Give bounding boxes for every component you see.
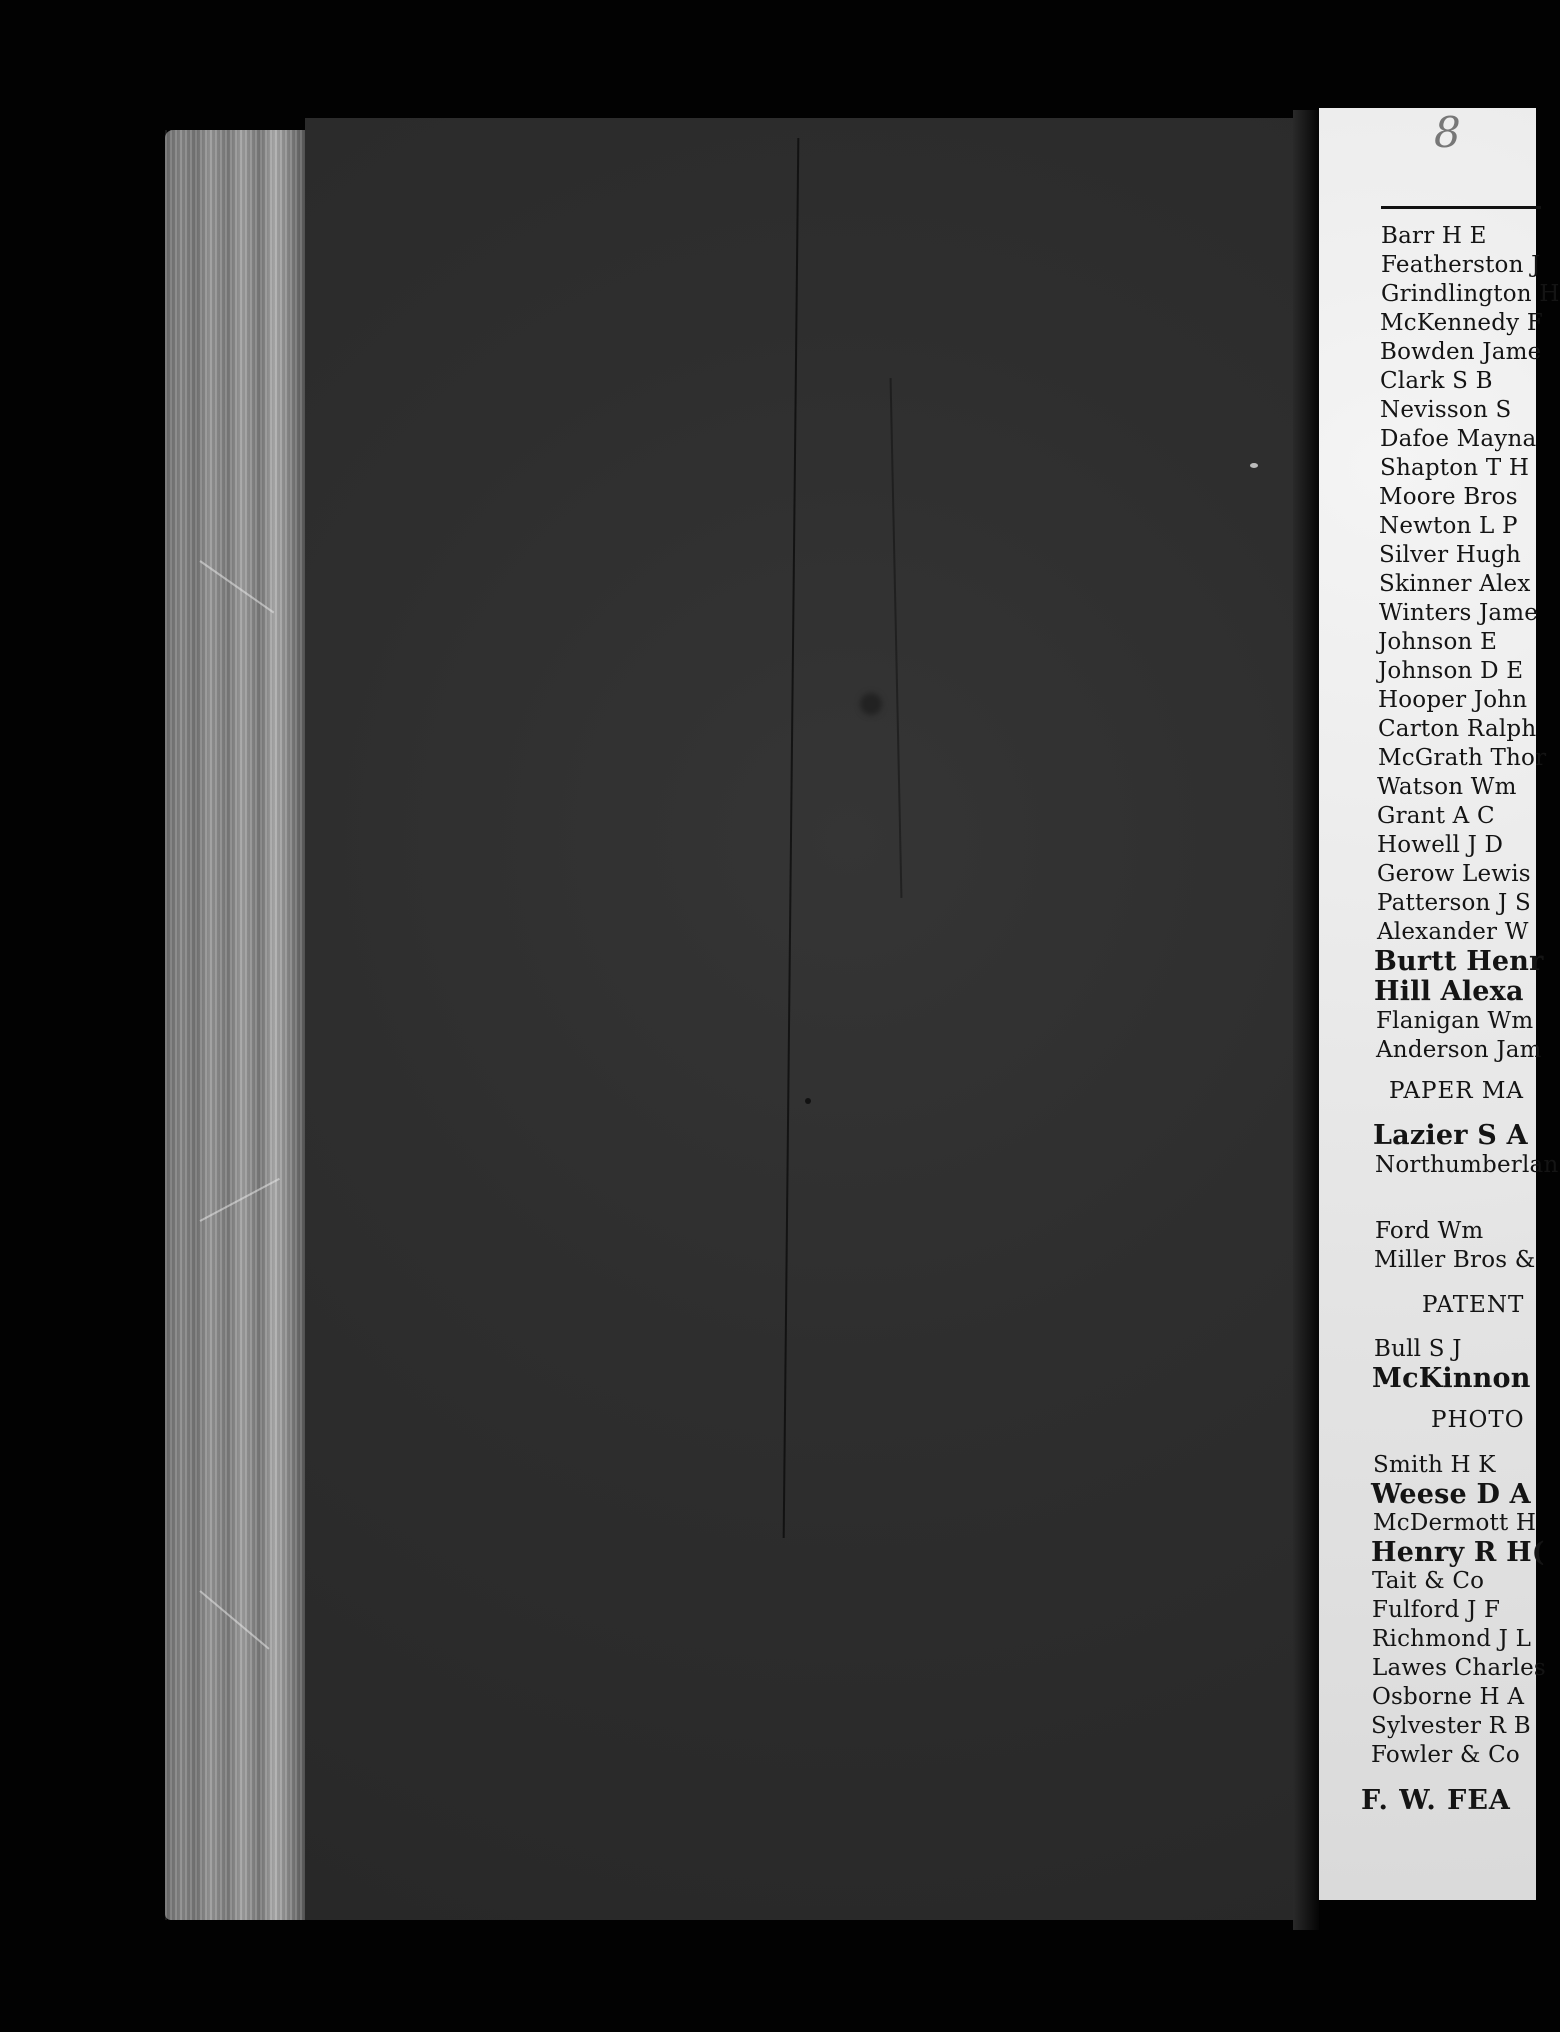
gutter-shadow xyxy=(1293,110,1319,1930)
blank-left-page xyxy=(305,118,1293,1920)
directory-entry: Osborne H A xyxy=(1372,1684,1525,1710)
directory-entry: Ford Wm xyxy=(1375,1218,1484,1244)
directory-entry: Smith H K xyxy=(1373,1452,1496,1478)
directory-entry: Weese D A xyxy=(1371,1479,1531,1510)
directory-entry: Fulford J F xyxy=(1372,1597,1501,1623)
directory-entry: Sylvester R B xyxy=(1371,1713,1531,1739)
footer-advert: F. W. FEA xyxy=(1361,1785,1511,1816)
directory-entry: McGrath Thor xyxy=(1378,745,1547,771)
directory-entry: Grant A C xyxy=(1377,803,1495,829)
directory-entry: Flanigan Wm xyxy=(1376,1008,1534,1034)
crease-line xyxy=(890,378,903,898)
directory-entry: Newton L P xyxy=(1379,513,1518,539)
directory-entry: Grindlington H xyxy=(1381,281,1560,307)
directory-entry: Gerow Lewis xyxy=(1377,861,1531,887)
directory-entry: Tait & Co xyxy=(1372,1568,1485,1594)
directory-entry: Richmond J L xyxy=(1372,1626,1532,1652)
section-heading: PAPER MA xyxy=(1389,1078,1525,1104)
section-heading: PATENT xyxy=(1422,1292,1525,1318)
directory-entry: Bowden Jame xyxy=(1380,339,1542,365)
directory-entry: Skinner Alex xyxy=(1379,571,1531,597)
directory-entry: Barr H E xyxy=(1381,223,1487,249)
directory-entry: Northumberlan xyxy=(1375,1152,1559,1178)
directory-entry: McDermott H xyxy=(1373,1510,1537,1536)
directory-entry: Anderson Jam xyxy=(1376,1037,1542,1063)
directory-entry: Carton Ralph xyxy=(1378,716,1537,742)
directory-entry: Miller Bros & xyxy=(1374,1247,1536,1273)
directory-entry: Shapton T H xyxy=(1380,455,1530,481)
directory-entry: Moore Bros xyxy=(1379,484,1518,510)
page-mark: 8 xyxy=(1434,108,1461,157)
directory-entry: Featherston J xyxy=(1381,252,1541,278)
directory-entry: Hill Alexa xyxy=(1374,976,1524,1007)
directory-entry: Alexander W xyxy=(1377,919,1529,945)
directory-entry: Bull S J xyxy=(1374,1336,1462,1362)
ink-speck xyxy=(1250,463,1258,468)
section-heading: PHOTO xyxy=(1431,1407,1525,1433)
directory-entry: Burtt Henr xyxy=(1374,946,1544,977)
directory-entry: Nevisson S xyxy=(1380,397,1512,423)
page-edge-stack xyxy=(165,130,305,1920)
directory-entry: Clark S B xyxy=(1380,368,1493,394)
directory-entry: Johnson E xyxy=(1378,629,1498,655)
directory-entry: Silver Hugh xyxy=(1379,542,1521,568)
ink-speck xyxy=(805,1098,811,1104)
directory-entry: Lawes Charles xyxy=(1372,1655,1546,1681)
directory-entry: Henry R H( xyxy=(1371,1537,1545,1568)
directory-entry: Hooper John xyxy=(1378,687,1528,713)
directory-entry: Lazier S A xyxy=(1373,1120,1528,1151)
directory-entry: Howell J D xyxy=(1377,832,1504,858)
directory-page xyxy=(1319,108,1560,1900)
directory-entry: McKinnon xyxy=(1372,1363,1531,1394)
directory-entry: Johnson D E xyxy=(1378,658,1524,684)
crease-line xyxy=(783,138,800,1538)
directory-entry: Fowler & Co xyxy=(1371,1742,1520,1768)
directory-entry: Winters Jame xyxy=(1379,600,1539,626)
directory-entry: Dafoe Mayna xyxy=(1380,426,1537,452)
header-rule xyxy=(1381,206,1541,209)
directory-entry: McKennedy F xyxy=(1380,310,1544,336)
ink-speck xyxy=(860,693,882,715)
directory-entry: Watson Wm xyxy=(1377,774,1517,800)
directory-entry: Patterson J S xyxy=(1377,890,1531,916)
